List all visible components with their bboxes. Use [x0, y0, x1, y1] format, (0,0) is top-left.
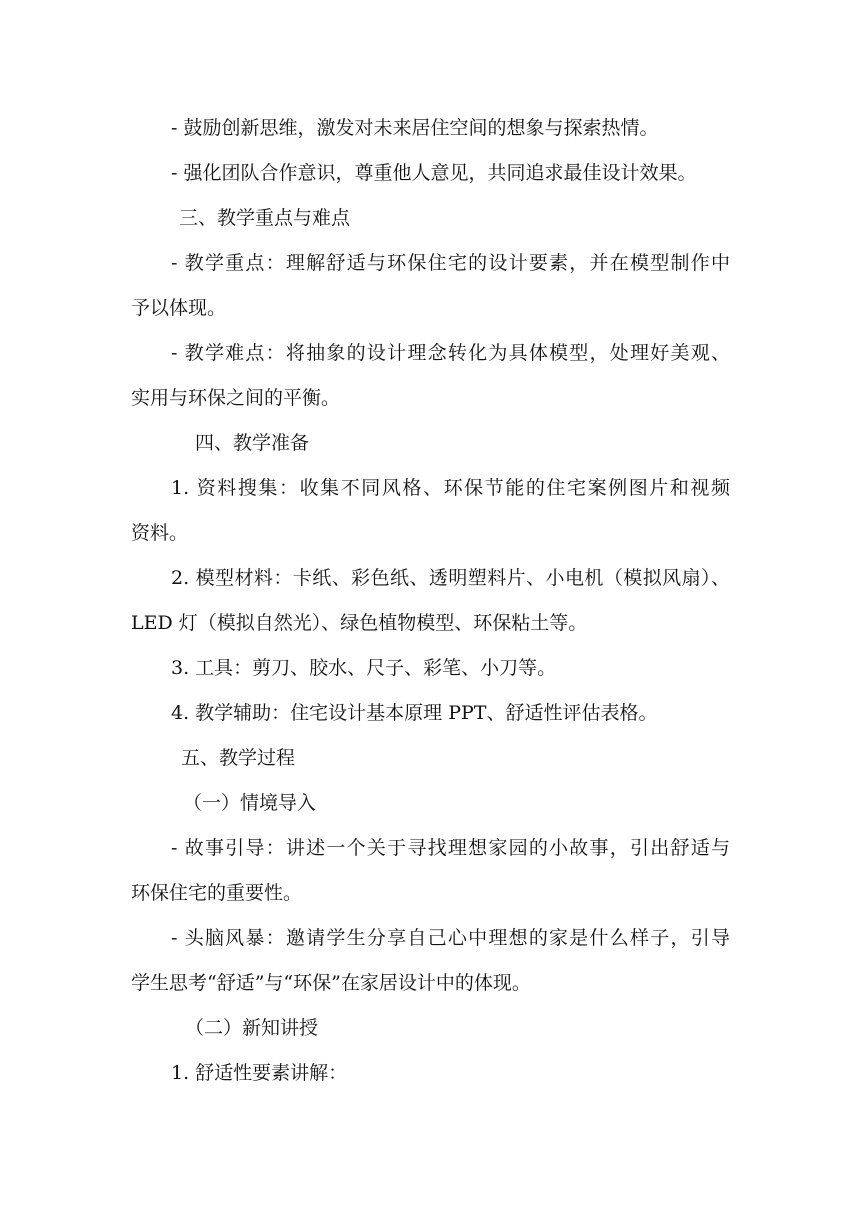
text-line-prep-3: 3. 工具：剪刀、胶水、尺子、彩笔、小刀等。	[171, 657, 557, 679]
text-line-prep-2-cont: LED 灯（模拟自然光）、绿色植物模型、环保粘土等。	[131, 612, 588, 634]
text-line-difficulty: - 教学难点：将抽象的设计理念转化为具体模型，处理好美观、	[171, 342, 730, 364]
text-line-bullet-innovation: - 鼓励创新思维，激发对未来居住空间的想象与探索热情。	[171, 117, 659, 139]
text-line-story: - 故事引导：讲述一个关于寻找理想家园的小故事，引出舒适与	[171, 837, 730, 859]
text-line-story-cont: 环保住宅的重要性。	[131, 882, 303, 904]
text-line-key-point: - 教学重点：理解舒适与环保住宅的设计要素，并在模型制作中	[171, 252, 730, 274]
text-line-prep-4: 4. 教学辅助：住宅设计基本原理 PPT、舒适性评估表格。	[171, 702, 658, 724]
subsection-heading-new-knowledge: （二）新知讲授	[185, 1017, 319, 1039]
text-line-bullet-teamwork: - 强化团队合作意识，尊重他人意见，共同追求最佳设计效果。	[171, 162, 697, 184]
section-heading-key-points: 三、教学重点与难点	[179, 207, 351, 229]
section-heading-process: 五、教学过程	[181, 747, 296, 769]
text-line-prep-1-cont: 资料。	[131, 522, 189, 544]
subsection-heading-intro: （一）情境导入	[183, 792, 317, 814]
text-line-comfort-elements: 1. 舒适性要素讲解：	[171, 1062, 348, 1084]
text-line-brainstorm: - 头脑风暴：邀请学生分享自己心中理想的家是什么样子，引导	[171, 927, 730, 949]
section-heading-preparation: 四、教学准备	[195, 432, 310, 454]
text-line-difficulty-cont: 实用与环保之间的平衡。	[131, 387, 341, 409]
text-line-brainstorm-cont: 学生思考“舒适”与“环保”在家居设计中的体现。	[131, 972, 531, 994]
text-line-key-point-cont: 予以体现。	[131, 297, 227, 319]
text-line-prep-2: 2. 模型材料：卡纸、彩色纸、透明塑料片、小电机（模拟风扇）、	[171, 567, 730, 589]
text-line-prep-1: 1. 资料搜集：收集不同风格、环保节能的住宅案例图片和视频	[171, 477, 730, 499]
